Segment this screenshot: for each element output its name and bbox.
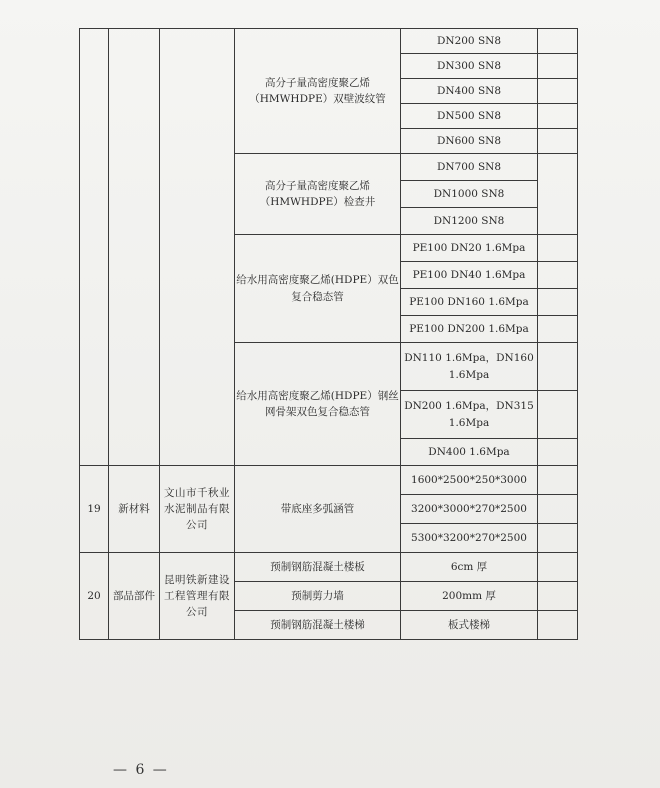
no-cell-continued [80, 29, 109, 466]
spec-cell: 1600*2500*250*3000 [401, 466, 538, 495]
spec-cell: DN700 SN8 [401, 154, 538, 181]
spec-cell: 6cm 厚 [401, 553, 538, 582]
blank-cell [538, 611, 578, 640]
spec-cell: PE100 DN20 1.6Mpa [401, 235, 538, 262]
company-cell: 昆明铁新建设工程管理有限公司 [160, 553, 235, 640]
row-number: 20 [80, 553, 109, 640]
category-cell-continued [109, 29, 160, 466]
category-cell: 新材料 [109, 466, 160, 553]
blank-cell [538, 54, 578, 79]
blank-cell [538, 154, 578, 235]
blank-cell [538, 79, 578, 104]
spec-cell: 3200*3000*270*2500 [401, 495, 538, 524]
spec-cell: DN1000 SN8 [401, 181, 538, 208]
blank-cell [538, 316, 578, 343]
spec-cell: DN600 SN8 [401, 129, 538, 154]
product-name-cell: 预制钢筋混凝土楼板 [235, 553, 401, 582]
spec-cell: DN400 1.6Mpa [401, 439, 538, 466]
blank-cell [538, 553, 578, 582]
product-name-cell: 给水用高密度聚乙烯(HDPE）钢丝网骨架双色复合稳态管 [235, 343, 401, 466]
blank-cell [538, 262, 578, 289]
company-cell-continued [160, 29, 235, 466]
spec-cell: DN300 SN8 [401, 54, 538, 79]
company-cell: 文山市千秋业水泥制品有限公司 [160, 466, 235, 553]
page-number: — 6 — [113, 762, 169, 778]
blank-cell [538, 129, 578, 154]
spec-cell: DN200 SN8 [401, 29, 538, 54]
spec-cell: 板式楼梯 [401, 611, 538, 640]
blank-cell [538, 343, 578, 391]
product-name-cell: 给水用高密度聚乙烯(HDPE）双色复合稳态管 [235, 235, 401, 343]
blank-cell [538, 391, 578, 439]
spec-cell: 5300*3200*270*2500 [401, 524, 538, 553]
blank-cell [538, 29, 578, 54]
product-table [79, 28, 578, 640]
blank-cell [538, 104, 578, 129]
blank-cell [538, 582, 578, 611]
spec-cell: PE100 DN160 1.6Mpa [401, 289, 538, 316]
blank-cell [538, 524, 578, 553]
blank-cell [538, 495, 578, 524]
blank-cell [538, 289, 578, 316]
row-number: 19 [80, 466, 109, 553]
product-name-cell: 带底座多弧涵管 [235, 466, 401, 553]
blank-cell [538, 235, 578, 262]
spec-cell: DN110 1.6Mpa，DN160 1.6Mpa [401, 343, 538, 391]
product-name-cell: 高分子量高密度聚乙烯（HMWHDPE）检查井 [235, 154, 401, 235]
blank-cell [538, 439, 578, 466]
product-name-cell: 预制剪力墙 [235, 582, 401, 611]
product-name-cell: 高分子量高密度聚乙烯（HMWHDPE）双壁波纹管 [235, 29, 401, 154]
spec-cell: PE100 DN200 1.6Mpa [401, 316, 538, 343]
spec-cell: DN200 1.6Mpa，DN315 1.6Mpa [401, 391, 538, 439]
product-name-cell: 预制钢筋混凝土楼梯 [235, 611, 401, 640]
spec-cell: 200mm 厚 [401, 582, 538, 611]
spec-cell: DN400 SN8 [401, 79, 538, 104]
spec-cell: DN1200 SN8 [401, 208, 538, 235]
category-cell: 部品部件 [109, 553, 160, 640]
blank-cell [538, 466, 578, 495]
spec-cell: DN500 SN8 [401, 104, 538, 129]
spec-cell: PE100 DN40 1.6Mpa [401, 262, 538, 289]
